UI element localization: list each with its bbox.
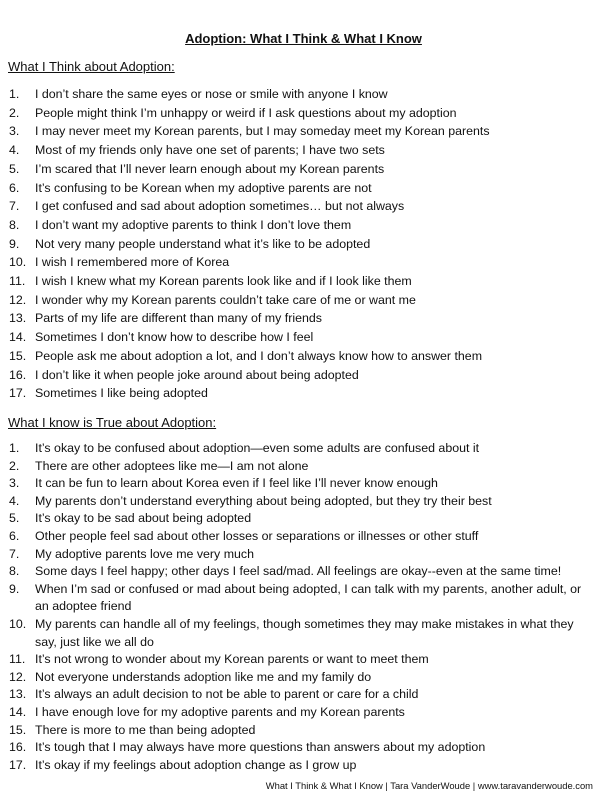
list-item-text: It’s okay if my feelings about adoption change as I grow up <box>35 757 357 772</box>
list-item-text: Sometimes I like being adopted <box>35 386 208 401</box>
list-item <box>0 272 600 291</box>
list-item <box>0 651 600 669</box>
list-item-number: 10. <box>9 255 27 270</box>
list-item-text: My parents don’t understand everything about being adopted, but they try their best <box>35 493 492 508</box>
list-item <box>0 616 600 651</box>
list-item <box>0 493 600 511</box>
list-item <box>0 669 600 687</box>
list-item <box>0 475 600 493</box>
list-item-text: I wish I knew what my Korean parents look like and if I look like them <box>35 274 412 289</box>
list-item <box>0 253 600 272</box>
list-item <box>0 384 600 403</box>
list-item-number: 7. <box>9 199 20 214</box>
list-item <box>0 216 600 235</box>
list-item-text: There is more to me than being adopted <box>35 722 256 737</box>
list-item-text: When I’m sad or confused or mad about being adopted, I can talk with my parents, another adult, or an adoptee friend <box>35 581 582 614</box>
list-item-text: People ask me about adoption a lot, and I don’t always know how to answer them <box>35 348 483 363</box>
list-item-number: 2. <box>9 105 20 120</box>
list-item-number: 15. <box>9 348 27 363</box>
list-item-number: 12. <box>9 669 27 684</box>
list-item-text: I may never meet my Korean parents, but I may someday meet my Korean parents <box>35 124 490 139</box>
list-item-text: Most of my friends only have one set of parents; I have two sets <box>35 143 385 158</box>
list-item-text: I wonder why my Korean parents couldn’t take care of me or want me <box>35 292 416 307</box>
list-item-number: 4. <box>9 493 20 508</box>
list-item-text: It can be fun to learn about Korea even if I feel like I’ll never know enough <box>35 476 438 491</box>
list-item-text: Parts of my life are different than many of my friends <box>35 311 322 326</box>
list-item-number: 12. <box>9 292 27 307</box>
list-item-number: 5. <box>9 161 20 176</box>
list-item <box>0 122 600 141</box>
list-item <box>0 686 600 704</box>
list-item-number: 10. <box>9 616 27 631</box>
list-item <box>0 141 600 160</box>
list-item-number: 9. <box>9 236 20 251</box>
list-item-number: 5. <box>9 511 20 526</box>
list-item-number: 13. <box>9 687 27 702</box>
list-item <box>0 328 600 347</box>
list-item <box>0 757 600 775</box>
think-list <box>0 85 600 403</box>
list-item-number: 16. <box>9 740 27 755</box>
list-item <box>0 160 600 179</box>
list-item <box>0 179 600 198</box>
list-item <box>0 291 600 310</box>
list-item <box>0 722 600 740</box>
list-item-number: 15. <box>9 722 27 737</box>
list-item-number: 11. <box>9 652 26 667</box>
list-item-number: 13. <box>9 311 27 326</box>
list-item-text: It’s okay to be confused about adoption—even some adults are confused about it <box>35 441 480 455</box>
list-item <box>0 581 600 616</box>
list-item-number: 6. <box>9 528 20 543</box>
list-item <box>0 347 600 366</box>
list-item-text: It’s tough that I may always have more questions than answers about my adoption <box>35 740 486 755</box>
list-item-number: 1. <box>9 87 20 101</box>
list-item <box>0 563 600 581</box>
list-item-text: Not everyone understands adoption like me and my family do <box>35 669 372 684</box>
list-item-number: 11. <box>9 274 26 289</box>
list-item-number: 7. <box>9 546 20 561</box>
list-item-number: 9. <box>9 581 20 596</box>
list-item-number: 8. <box>9 564 20 579</box>
list-item-number: 3. <box>9 124 20 139</box>
list-item-text: It’s confusing to be Korean when my adoptive parents are not <box>35 180 372 195</box>
list-item <box>0 739 600 757</box>
list-item-number: 3. <box>9 476 20 491</box>
list-item <box>0 458 600 476</box>
list-item-number: 16. <box>9 367 27 382</box>
list-item-text: People might think I’m unhappy or weird if I ask questions about my adoption <box>35 105 457 120</box>
list-item-number: 4. <box>9 143 20 158</box>
list-item-text: I have enough love for my adoptive parents and my Korean parents <box>35 704 405 719</box>
think-section-heading: What I Think about Adoption: <box>8 59 175 74</box>
know-section-heading: What I know is True about Adoption: <box>8 415 217 430</box>
list-item-text: I’m scared that I’ll never learn enough about my Korean parents <box>35 161 385 176</box>
list-item-text: Some days I feel happy; other days I feel sad/mad. All feelings are okay--even at the same time! <box>35 564 562 579</box>
list-item <box>0 366 600 385</box>
list-item <box>0 85 600 104</box>
list-item <box>0 440 600 458</box>
list-item-number: 6. <box>9 180 20 195</box>
list-item-text: There are other adoptees like me—I am not alone <box>35 458 309 473</box>
list-item-text: My adoptive parents love me very much <box>35 546 254 561</box>
list-item-text: I don’t share the same eyes or nose or smile with anyone I know <box>35 87 388 101</box>
page-footer: What I Think & What I Know | Tara VanderWoude | www.taravanderwoude.com <box>265 780 593 791</box>
list-item-text: It’s okay to be sad about being adopted <box>35 511 252 526</box>
list-item-number: 17. <box>9 386 27 401</box>
list-item-text: Other people feel sad about other losses or separations or illnesses or other stuff <box>35 528 479 543</box>
list-item-number: 1. <box>9 441 20 455</box>
list-item <box>0 197 600 216</box>
list-item-number: 14. <box>9 330 27 345</box>
list-item <box>0 104 600 123</box>
list-item <box>0 510 600 528</box>
list-item-number: 2. <box>9 458 20 473</box>
list-item-number: 14. <box>9 704 27 719</box>
list-item-text: Not very many people understand what it’s like to be adopted <box>35 236 371 251</box>
list-item <box>0 546 600 564</box>
list-item-text: I don’t like it when people joke around about being adopted <box>35 367 359 382</box>
list-item-text: My parents can handle all of my feelings, though sometimes they may make mistakes in what they say, just like we all do <box>35 616 574 649</box>
list-item-text: I wish I remembered more of Korea <box>35 255 230 270</box>
list-item <box>0 309 600 328</box>
page-title: Adoption: What I Think & What I Know <box>185 31 422 46</box>
list-item-text: It’s always an adult decision to not be able to parent or care for a child <box>35 687 419 702</box>
list-item-number: 17. <box>9 757 27 772</box>
list-item-number: 8. <box>9 217 20 232</box>
list-item <box>0 528 600 546</box>
list-item-text: Sometimes I don’t know how to describe how I feel <box>35 330 314 345</box>
list-item-text: I don’t want my adoptive parents to think I don’t love them <box>35 217 352 232</box>
list-item-text: I get confused and sad about adoption sometimes… but not always <box>35 199 405 214</box>
list-item <box>0 235 600 254</box>
list-item-text: It’s not wrong to wonder about my Korean parents or want to meet them <box>35 652 429 667</box>
know-list <box>0 440 600 774</box>
list-item <box>0 704 600 722</box>
